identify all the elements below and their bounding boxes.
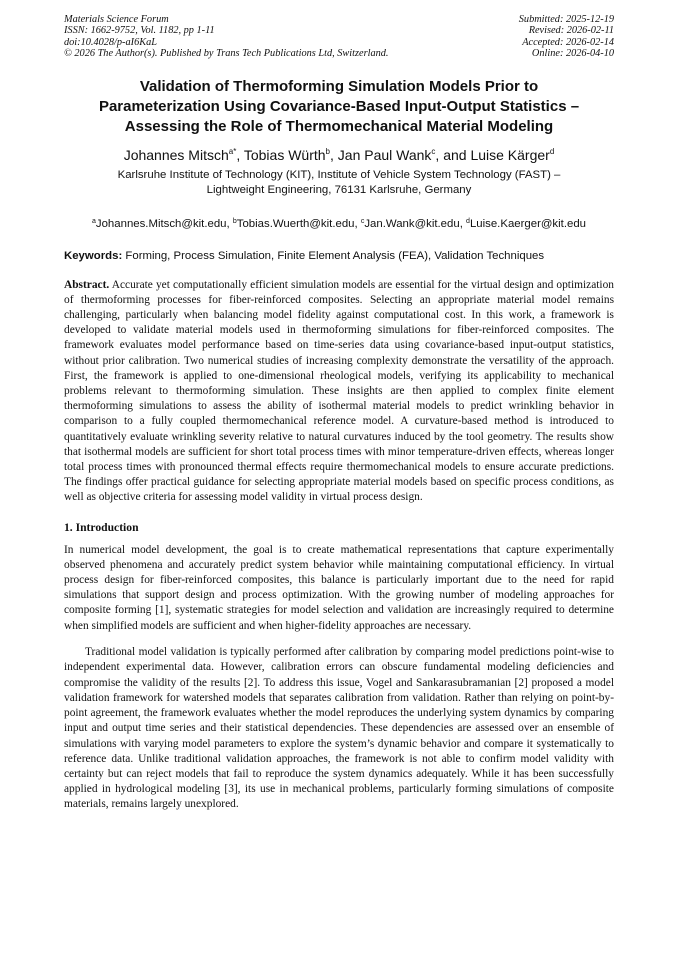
author-name: Johannes Mitsch	[123, 146, 229, 163]
email-separator: ,	[459, 217, 467, 230]
body-paragraph: In numerical model development, the goal is to create mathematical representations that capture experimentally observed phenomena and accurately predict system behavior while maintaining computational efficiency. In virtual process design for fiber-reinforced composites, this balance is particularly important due to the need for rapid simulations that support design and process optimization. With the growing number of modeling approaches for composite forming [1], systematic strategies for model selection and validation are increasingly required to determine when simplified models are sufficient and when higher-fidelity approaches are necessary.	[64, 543, 614, 632]
journal-doi: doi:10.4028/p-aI6KaL	[64, 36, 157, 48]
author-marker: a*	[228, 146, 237, 156]
affiliation-line: Karlsruhe Institute of Technology (KIT), Institute of Vehicle System Technology (FAST) –	[117, 168, 561, 181]
keywords	[64, 249, 614, 264]
keywords-text: Forming, Process Simulation, Finite Element Analysis (FEA), Validation Techniques	[122, 249, 545, 262]
title-line: Parameterization Using Covariance-Based Input-Output Statistics –	[98, 97, 580, 115]
author-name: Jan Paul Wank	[337, 146, 432, 163]
email-link[interactable]: Johannes.Mitsch@kit.edu	[95, 217, 227, 230]
affiliation-line: Lightweight Engineering, 76131 Karlsruhe, Germany	[206, 184, 472, 197]
author-emails	[64, 214, 614, 232]
section-heading: 1. Introduction	[64, 520, 139, 534]
email-separator: ,	[354, 217, 361, 230]
email-link[interactable]: Jan.Wank@kit.edu	[364, 217, 460, 230]
abstract-label: Abstract.	[64, 278, 110, 291]
author-marker: d	[549, 146, 555, 156]
journal-copyright: © 2026 The Author(s). Published by Trans Tech Publications Ltd, Switzerland.	[64, 48, 389, 60]
author-marker: b	[325, 146, 330, 156]
email-marker: a	[92, 217, 96, 225]
email-link[interactable]: Luise.Kaerger@kit.edu	[469, 217, 586, 230]
email-marker: b	[232, 217, 237, 225]
keywords-label: Keywords:	[64, 249, 123, 262]
date-accepted: Accepted: 2026-02-14	[522, 36, 614, 48]
journal-header	[64, 14, 614, 60]
date-online: Online: 2026-04-10	[531, 48, 614, 60]
abstract-text: Accurate yet computationally efficient simulation models are essential for the virtual design and optimization of thermoforming processes for fiber-reinforced composites. Selecting an appropriate material model remains challenging, particularly when balancing model fidelity against computational cost. In this work, a framework is developed to validate material models used in thermoforming simulations for fiber-reinforced composites. The framework evaluates model performance based on time-series data using covariance-based input-output statistics, without prior calibration. Two numerical studies of increasing complexity demonstrate the versatility of the approach. First, the framework is applied to one-dimensional rheological models, verifying its applicability to mechanical problems relevant to thermoforming simulation. These insights are then applied to complex finite element thermoforming simulations to assess the ability of isothermal material models to predict wrinkling behavior in comparison to a fully coupled thermomechanical reference model. A curvature-based method is introduced to quantitatively evaluate wrinkling severity relative to natural curvatures induced by the tool geometry. The results show that isothermal models are sufficient for short total process times with minor temperature-driven effects, whereas longer total process times with pronounced thermal effects require thermomechanical models to ensure accurate predictions. The findings offer practical guidance for selecting appropriate material models based on specific process conditions, as well as objective criteria for assessing model validity in virtual process design.	[64, 278, 614, 504]
body-paragraph: Traditional model validation is typically performed after calibration by comparing model predictions point-wise to independent experimental data. However, calibration errors can obscure fundamental modeling deficiencies and compromise the validity of the results [2]. To address this issue, Vogel and Sankarasubramanian [2] proposed a model validation framework for watershed models that separates calibration from validation. Rather than relying on point-by-point agreement, the framework evaluates whether the model reproduces the underlying system dynamics by comparing input and output time series and their statistical dependencies. These dependencies are assessed over an ensemble of simulations with varying model parameters to explore the system’s dynamic behavior and compare it systematically to reference data. Unlike traditional validation approaches, the framework is not able to confirm model validity with certainty but can reject models that fail to reproduce the system dynamics adequately. While it has been successfully applied in hydrological modeling [3], its use in mechanical problems, particularly forming simulations of composite materials, remains largely unexplored.	[64, 646, 614, 811]
title-line: Assessing the Role of Thermomechanical Material Modeling	[124, 117, 554, 135]
author-name: Tobias Würth	[243, 146, 326, 163]
author-separator: ,	[330, 146, 338, 163]
email-marker: d	[466, 217, 470, 225]
author-marker: c	[431, 146, 436, 156]
email-link[interactable]: Tobias.Wuerth@kit.edu	[236, 217, 355, 230]
submission-dates	[519, 14, 614, 60]
paper-title	[64, 77, 614, 137]
affiliation	[64, 168, 614, 199]
journal-info	[64, 14, 388, 60]
author-name: Luise Kärger	[470, 146, 550, 163]
email-marker: c	[360, 217, 365, 225]
author-list	[64, 143, 614, 164]
date-revised: Revised: 2026-02-11	[528, 25, 614, 37]
journal-issn: ISSN: 1662-9752, Vol. 1182, pp 1-11	[64, 25, 215, 37]
abstract	[64, 278, 614, 506]
journal-name: Materials Science Forum	[64, 14, 169, 25]
title-line: Validation of Thermoforming Simulation Models Prior to	[139, 77, 539, 95]
author-separator: ,	[236, 146, 244, 163]
date-submitted: Submitted: 2025-12-19	[518, 14, 614, 25]
email-separator: ,	[226, 217, 233, 230]
author-separator: , and	[435, 146, 471, 163]
